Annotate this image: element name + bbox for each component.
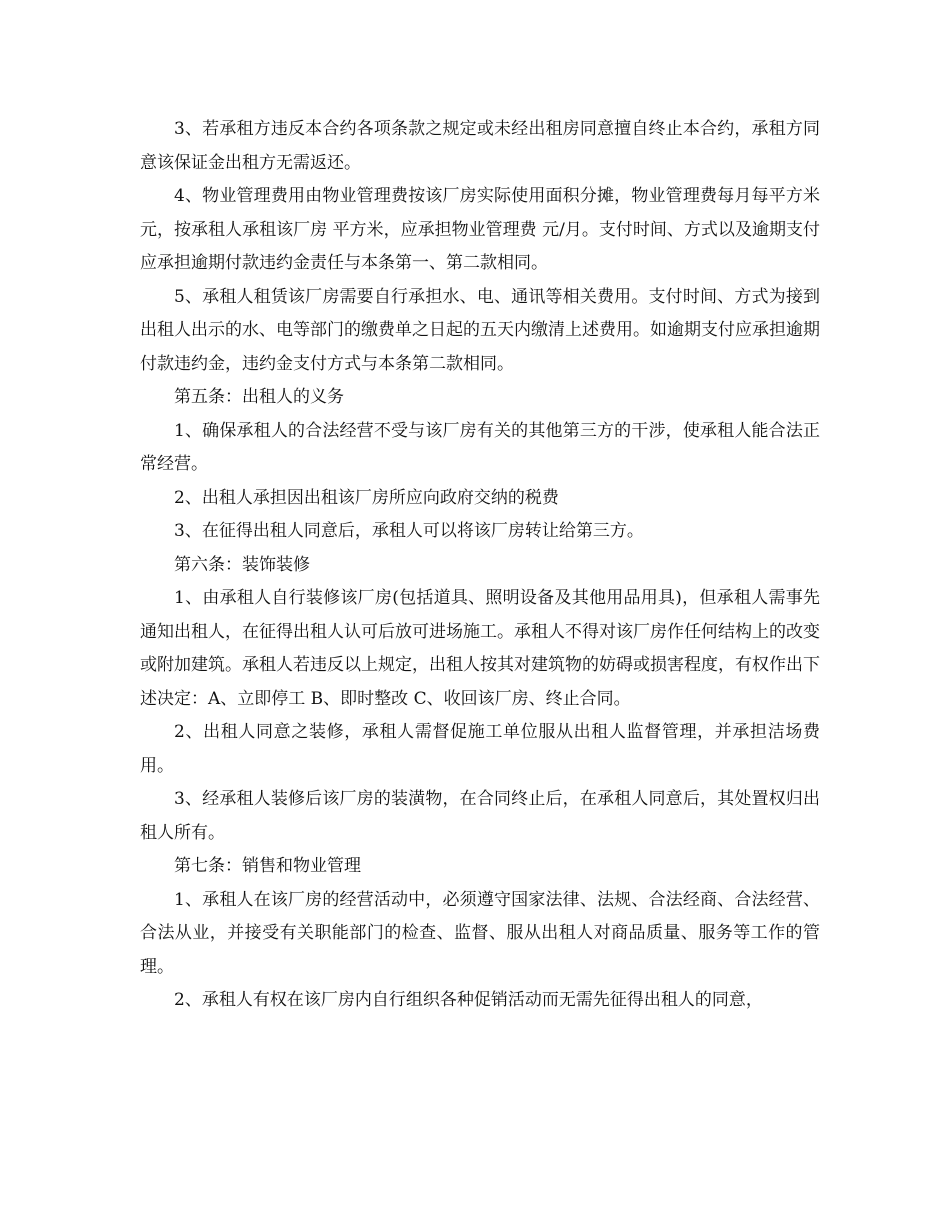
- paragraph-clause-4-4: 4、物业管理费用由物业管理费按该厂房实际使用面积分摊，物业管理费每月每平方米 元，按承租人承租该厂房 平方米，应承担物业管理费 元/月。支付时间、方式以及逾期支付应承担逾期付款违约金责任与本条第一、第二款相同。: [140, 186, 820, 273]
- heading-article-7: 第七条：销售和物业管理: [174, 856, 361, 876]
- paragraph-clause-5-3: 3、在征得出租人同意后，承租人可以将该厂房转让给第三方。: [174, 521, 644, 541]
- paragraph-clause-4-5: 5、承租人租赁该厂房需要自行承担水、电、通讯等相关费用。支付时间、方式为接到出租人出示的水、电等部门的缴费单之日起的五天内缴清上述费用。如逾期支付应承担逾期付款违约金，违约金支付方式与本条第二款相同。: [140, 286, 820, 374]
- document-body: [140, 113, 820, 1018]
- paragraph-clause-5-1: 1、确保承租人的合法经营不受与该厂房有关的其他第三方的干涉，使承租人能合法正常经营。: [140, 420, 820, 474]
- paragraph-clause-6-1: 1、由承租人自行装修该厂房(包括道具、照明设备及其他用品用具)，但承租人需事先通知出租人，在征得出租人认可后放可进场施工。承租人不得对该厂房作任何结构上的改变或附加建筑。承租人若违反以上规定，出租人按其对建筑物的妨碍或损害程度，有权作出下述决定：A、立即停工 B、即时整改 C、收回该厂房、终止合同。: [140, 588, 820, 709]
- paragraph-clause-5-2: 2、出租人承担因出租该厂房所应向政府交纳的税费: [174, 487, 559, 508]
- heading-article-5: 第五条：出租人的义务: [174, 387, 344, 407]
- paragraph-clause-4-3: 3、若承租方违反本合约各项条款之规定或未经出租房同意擅自终止本合约，承租方同意该保证金出租方无需返还。: [140, 119, 820, 173]
- heading-article-6: 第六条：装饰装修: [174, 554, 310, 575]
- paragraph-clause-7-2: 2、承租人有权在该厂房内自行组织各种促销活动而无需先征得出租人的同意，: [174, 990, 763, 1010]
- paragraph-clause-6-2: 2、出租人同意之装修，承租人需督促施工单位服从出租人监督管理，并承担洁场费用。: [140, 722, 820, 776]
- paragraph-clause-7-1: 1、承租人在该厂房的经营活动中，必须遵守国家法律、法规、合法经商、合法经营、合法从业，并接受有关职能部门的检查、监督、服从出租人对商品质量、服务等工作的管理。: [140, 889, 820, 977]
- paragraph-clause-6-3: 3、经承租人装修后该厂房的装潢物，在合同终止后，在承租人同意后，其处置权归出租人所有。: [140, 789, 820, 843]
